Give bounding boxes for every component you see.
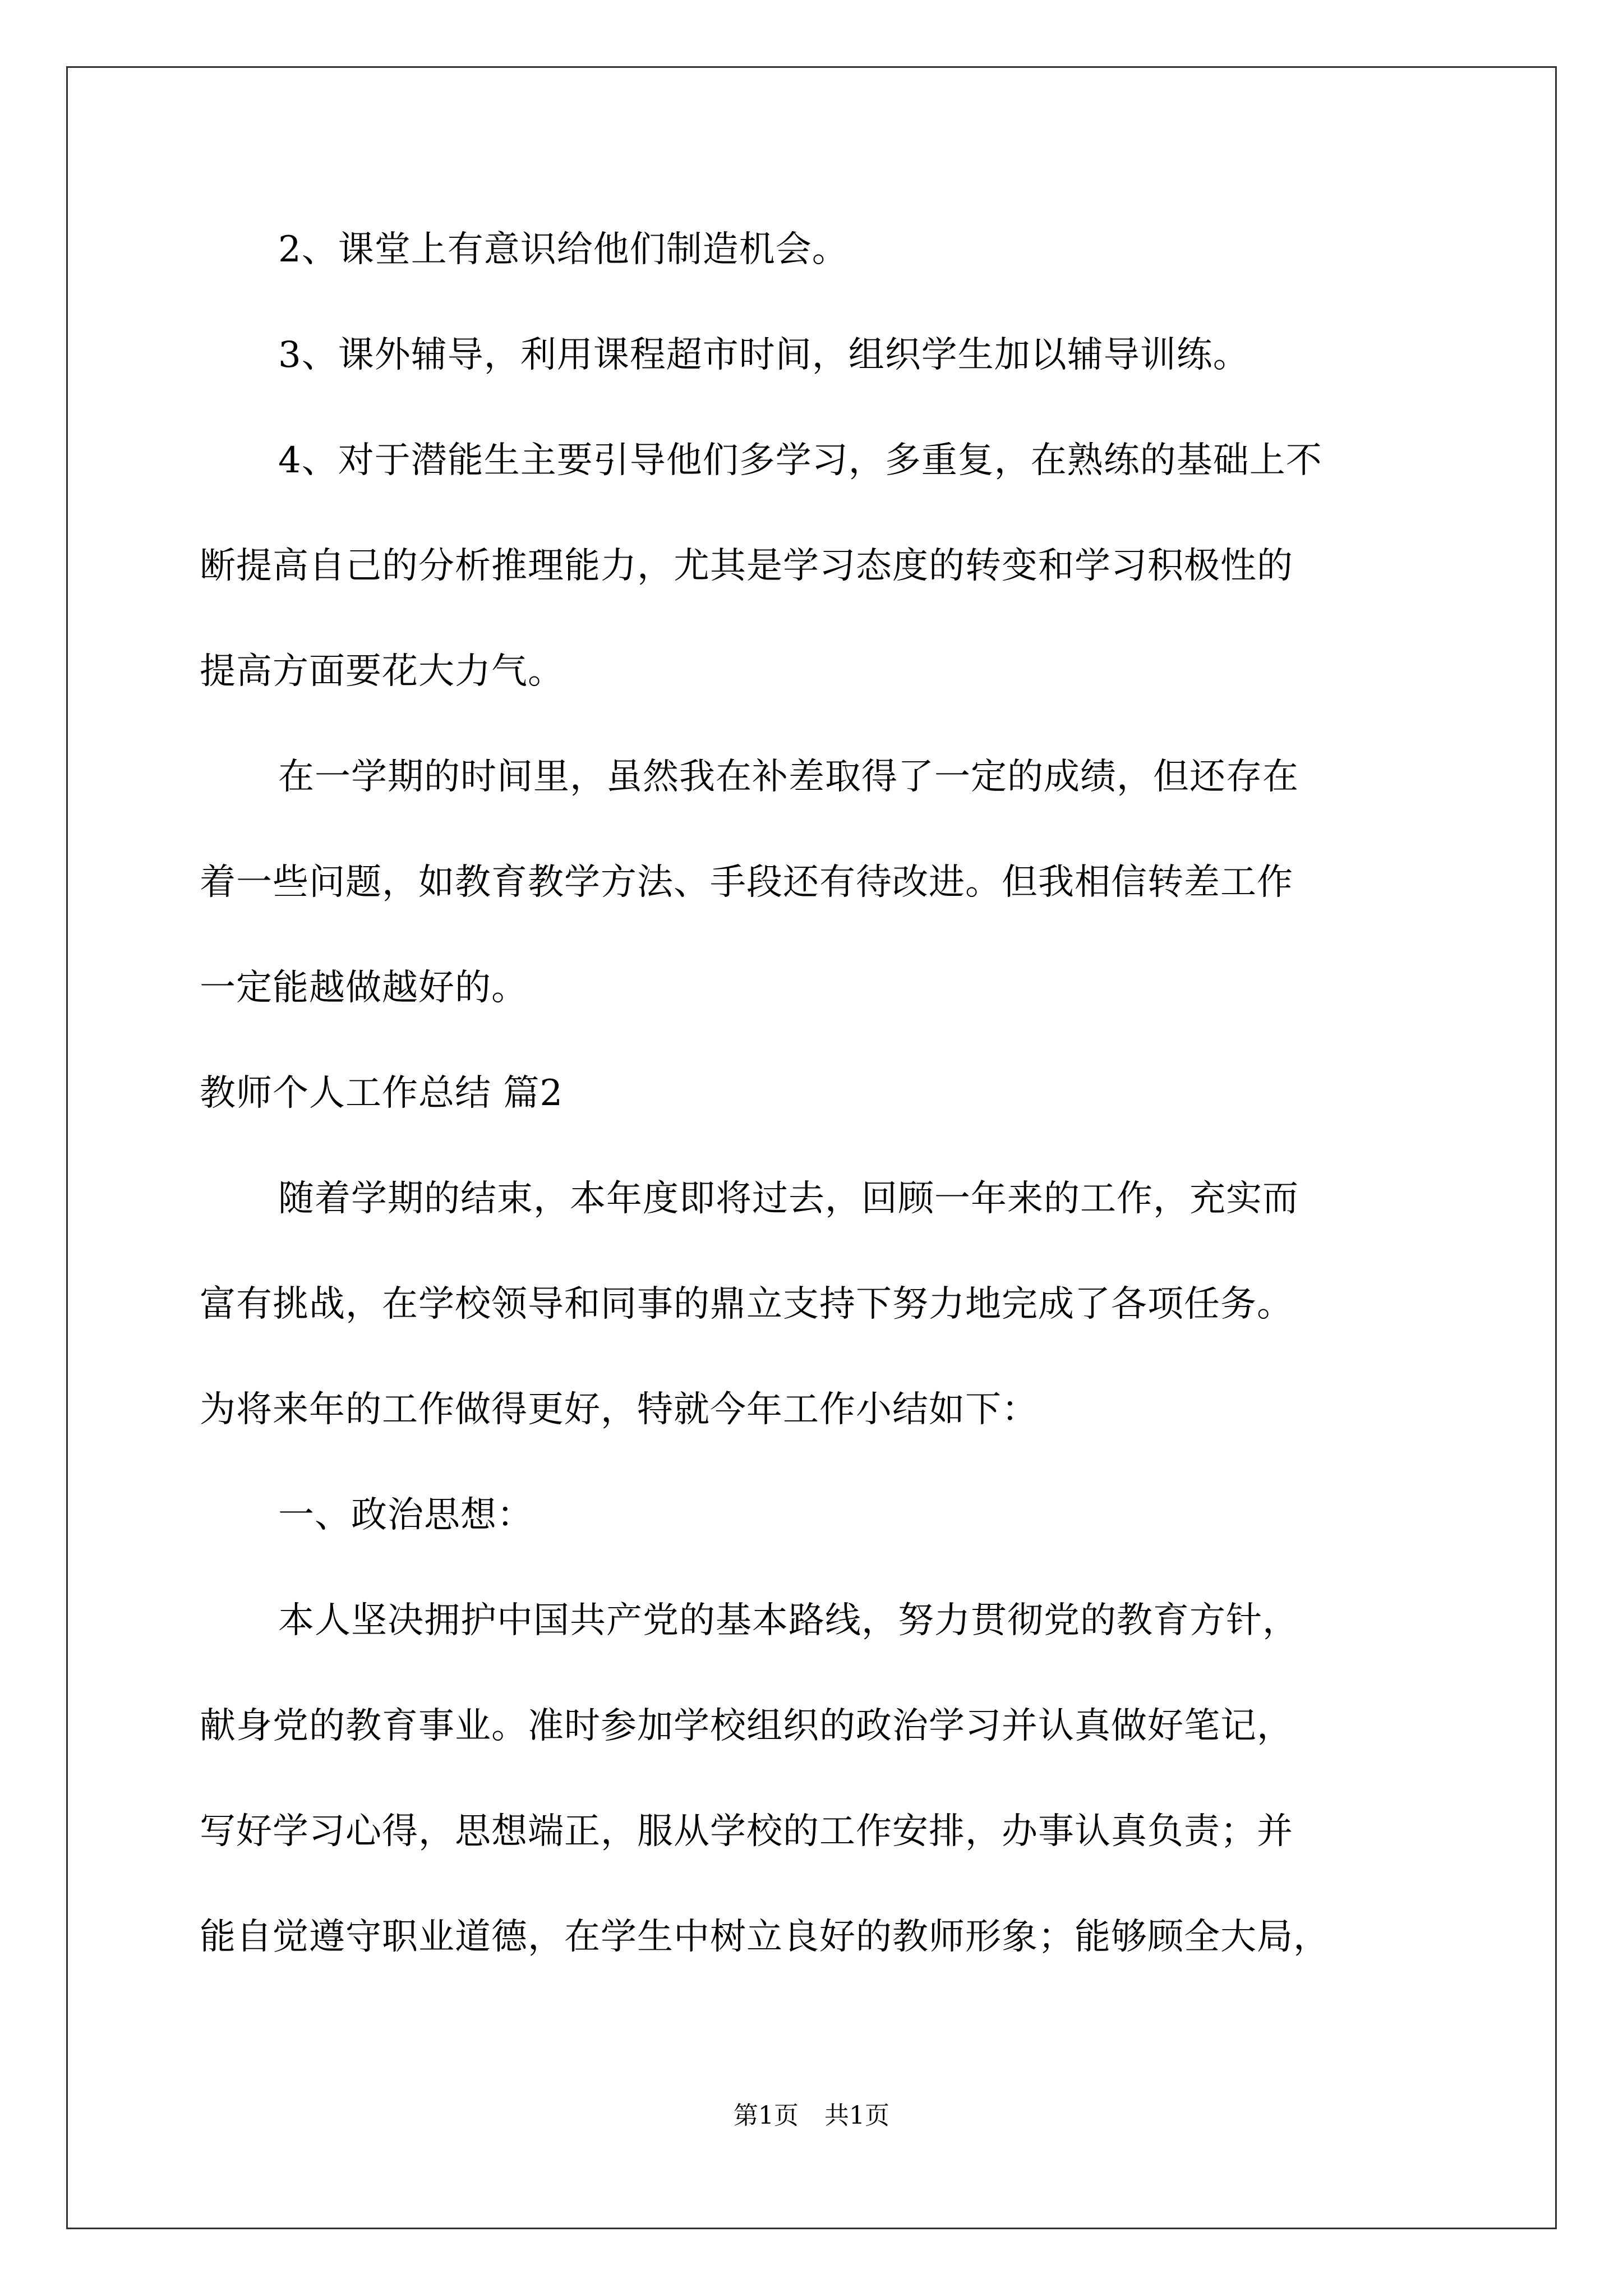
paragraph-line: 献身党的教育事业。准时参加学校组织的政治学习并认真做好笔记，: [200, 1705, 1293, 1747]
paragraph-line: 提高方面要花大力气。: [200, 651, 564, 692]
page-current-label: 第1页: [734, 2101, 799, 2130]
paragraph-line: 富有挑战，在学校领导和同事的鼎立支持下努力地完成了各项任务。: [200, 1283, 1293, 1325]
paragraph-line: 4、对于潜能生主要引导他们多学习，多重复，在熟练的基础上不: [278, 440, 1322, 481]
paragraph-line: 为将来年的工作做得更好，特就今年工作小结如下：: [200, 1389, 1038, 1430]
paragraph-line: 写好学习心得，思想端正，服从学校的工作安排，办事认真负责；并: [200, 1811, 1293, 1852]
paragraph-line: 一定能越做越好的。: [200, 967, 528, 1009]
paragraph-line: 本人坚决拥护中国共产党的基本路线，努力贯彻党的教育方针，: [278, 1600, 1299, 1641]
page-total-label: 共1页: [824, 2101, 889, 2130]
paragraph-line: 在一学期的时间里，虽然我在补差取得了一定的成绩，但还存在: [278, 756, 1299, 798]
paragraph-line: 2、课堂上有意识给他们制造机会。: [278, 229, 849, 270]
paragraph-line: 3、课外辅导，利用课程超市时间，组织学生加以辅导训练。: [278, 334, 1249, 376]
paragraph-line: 断提高自己的分析推理能力，尤其是学习态度的转变和学习积极性的: [200, 545, 1293, 587]
page-frame: [66, 66, 1557, 2229]
paragraph-line: 着一些问题，如教育教学方法、手段还有待改进。但我相信转差工作: [200, 862, 1293, 903]
paragraph-line: 能自觉遵守职业道德，在学生中树立良好的教师形象；能够顾全大局，: [200, 1916, 1330, 1958]
section-heading: 教师个人工作总结 篇2: [200, 1073, 564, 1114]
paragraph-line: 随着学期的结束，本年度即将过去，回顾一年来的工作，充实而: [278, 1178, 1299, 1220]
page-footer: [0, 2099, 1623, 2133]
subsection-heading: 一、政治思想：: [278, 1494, 533, 1536]
